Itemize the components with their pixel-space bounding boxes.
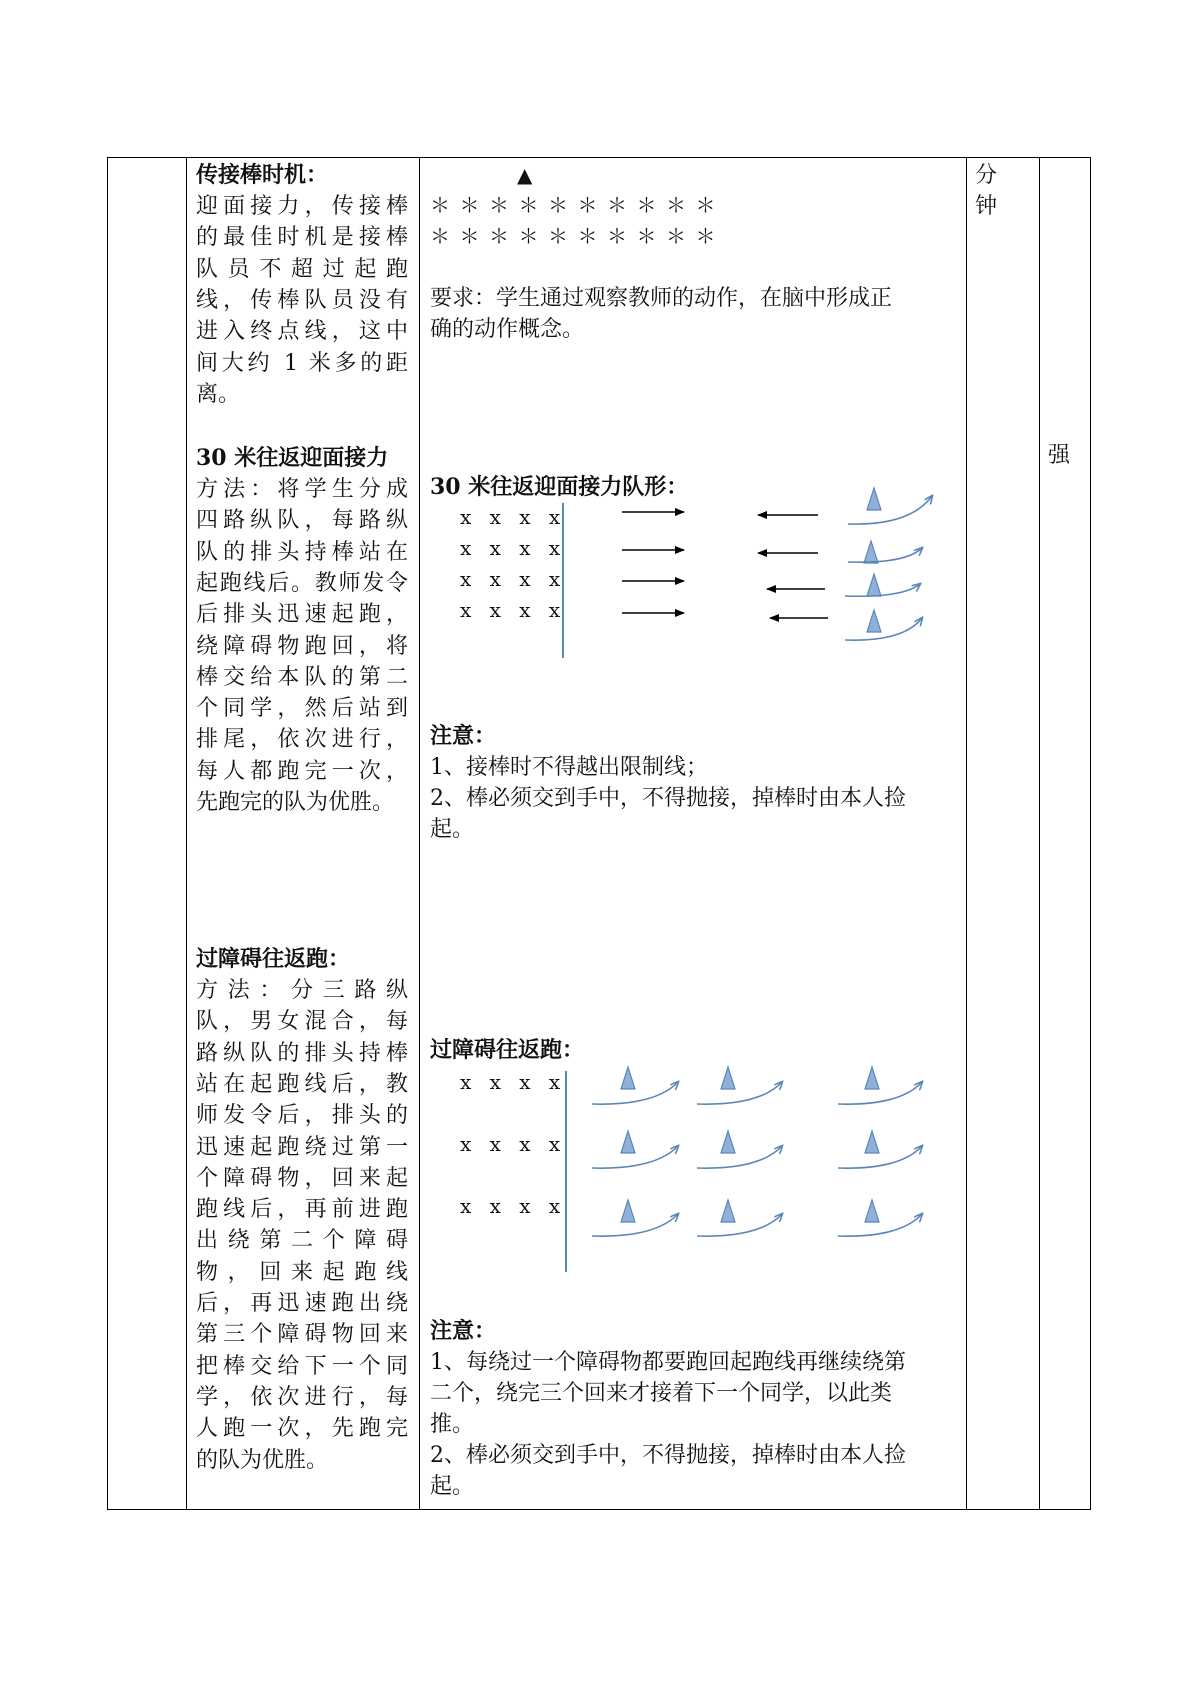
note-2-line: 起。	[430, 1474, 475, 1499]
student-row-2: ＊＊＊＊＊＊＊＊＊＊	[430, 224, 725, 248]
body-line: 方法：将学生分成	[196, 477, 408, 502]
run-path-arrow	[697, 1082, 782, 1104]
cone-icon	[721, 1067, 735, 1089]
run-path-arrow	[845, 618, 922, 640]
run-path-arrow	[838, 1082, 922, 1104]
body-line: 第三个障碍物回来	[196, 1322, 408, 1348]
run-path-arrow	[592, 1146, 678, 1168]
body-line: 线，传棒队员没有	[196, 287, 408, 313]
time-unit-char: 分	[975, 163, 998, 188]
cone-icon	[865, 1067, 879, 1089]
body-line: 跑线后，再前进跑	[196, 1197, 408, 1223]
body-line: 队员不超过起跑	[196, 256, 408, 282]
relay-team-row: x x x x	[460, 536, 567, 560]
note-2-line: 2、棒必须交到手中，不得抛接，掉棒时由本人捡	[430, 1443, 906, 1468]
cone-icon	[865, 1200, 879, 1222]
cone-icon	[721, 1200, 735, 1222]
body-line: 队，男女混合，每	[196, 1009, 408, 1035]
body-line: 迅速起跑绕过第一	[196, 1134, 408, 1160]
body-line: 离。	[196, 381, 241, 407]
body-line: 人跑一次，先跑完	[196, 1416, 408, 1442]
obstacle-team-row: x x x x	[460, 1194, 567, 1218]
body-line: 的队为优胜。	[196, 1447, 329, 1473]
body-line: 后排头迅速起跑，	[196, 602, 408, 628]
intensity-value: 强	[1048, 443, 1071, 468]
body-line: 间大约 1 米多的距	[196, 350, 408, 376]
body-line: 绕障碍物跑回，将	[196, 633, 408, 659]
section-title-relay: 30 米往返迎面接力	[196, 445, 389, 471]
body-line: 每人都跑完一次，	[196, 758, 408, 784]
run-path-arrow	[592, 1082, 678, 1104]
run-path-arrow	[697, 1146, 782, 1168]
note-2-line: 推。	[430, 1412, 475, 1437]
body-line: 四路纵队，每路纵	[196, 508, 408, 534]
cone-icon	[865, 1131, 879, 1153]
obstacle-team-row: x x x x	[460, 1070, 567, 1094]
note-1-line: 起。	[430, 817, 475, 842]
body-line: 的最佳时机是接棒	[196, 225, 408, 251]
run-path-arrow	[838, 1146, 922, 1168]
body-line: 队的排头持棒站在	[196, 539, 408, 565]
body-line: 方法：分三路纵	[196, 978, 408, 1003]
body-line: 起跑线后。教师发令	[196, 570, 408, 596]
run-path-arrow	[848, 548, 922, 562]
note-2-line: 二个，绕完三个回来才接着下一个同学，以此类	[430, 1381, 893, 1406]
relay-team-row: x x x x	[460, 567, 567, 591]
time-unit-char: 钟	[975, 194, 998, 219]
student-row-1: ＊＊＊＊＊＊＊＊＊＊	[430, 193, 725, 217]
body-line: 后，再迅速跑出绕	[196, 1291, 408, 1316]
cone-icon	[621, 1131, 635, 1153]
obstacle-formation-title: 过障碍往返跑：	[430, 1037, 585, 1063]
cone-icon	[621, 1067, 635, 1089]
body-line: 先跑完的队为优胜。	[196, 790, 395, 815]
cone-icon	[721, 1131, 735, 1153]
run-path-arrow	[848, 496, 932, 524]
body-line: 出绕第二个障碍	[196, 1228, 408, 1254]
run-path-arrow	[845, 584, 920, 596]
body-line: 个同学，然后站到	[196, 696, 408, 722]
cone-icon	[864, 541, 878, 563]
note-1-line: 2、棒必须交到手中，不得抛接，掉棒时由本人捡	[430, 786, 906, 811]
body-line: 师发令后，排头的	[196, 1103, 408, 1129]
relay-team-row: x x x x	[460, 505, 567, 529]
body-line: 站在起跑线后，教	[196, 1071, 408, 1097]
body-line: 个障碍物，回来起	[196, 1165, 408, 1191]
run-path-arrow	[697, 1214, 782, 1236]
cone-icon	[621, 1200, 635, 1222]
run-path-arrow	[592, 1214, 678, 1236]
body-line: 进入终点线，这中	[196, 319, 408, 345]
run-path-arrow	[838, 1214, 922, 1236]
section-title-obstacle: 过障碍往返跑：	[196, 946, 351, 972]
requirement-line-2: 确的动作概念。	[430, 317, 585, 342]
body-line: 物，回来起跑线	[196, 1259, 408, 1285]
relay-team-row: x x x x	[460, 598, 567, 622]
section-title-handoff-timing: 传接棒时机：	[196, 162, 329, 188]
note-2-line: 1、每绕过一个障碍物都要跑回起跑线再继续绕第	[430, 1350, 906, 1375]
note-1-line: 1、接棒时不得越出限制线；	[430, 755, 708, 780]
cone-icon	[867, 610, 881, 632]
body-line: 把棒交给下一个同	[196, 1353, 408, 1379]
relay-formation-title: 30 米往返迎面接力队形：	[430, 474, 689, 500]
body-line: 路纵队的排头持棒	[196, 1040, 408, 1066]
body-line: 棒交给本队的第二	[196, 664, 408, 690]
body-line: 学，依次进行，每	[196, 1384, 408, 1410]
body-line: 迎面接力，传接棒	[196, 194, 408, 219]
cone-icon	[867, 488, 881, 510]
teacher-marker-icon: ▲	[517, 163, 533, 187]
obstacle-team-row: x x x x	[460, 1132, 567, 1156]
note-title-2: 注意：	[430, 1318, 497, 1344]
requirement-line-1: 要求：学生通过观察教师的动作，在脑中形成正	[430, 286, 893, 311]
note-title-1: 注意：	[430, 723, 497, 749]
cone-icon	[867, 574, 881, 596]
body-line: 排尾，依次进行，	[196, 727, 408, 753]
